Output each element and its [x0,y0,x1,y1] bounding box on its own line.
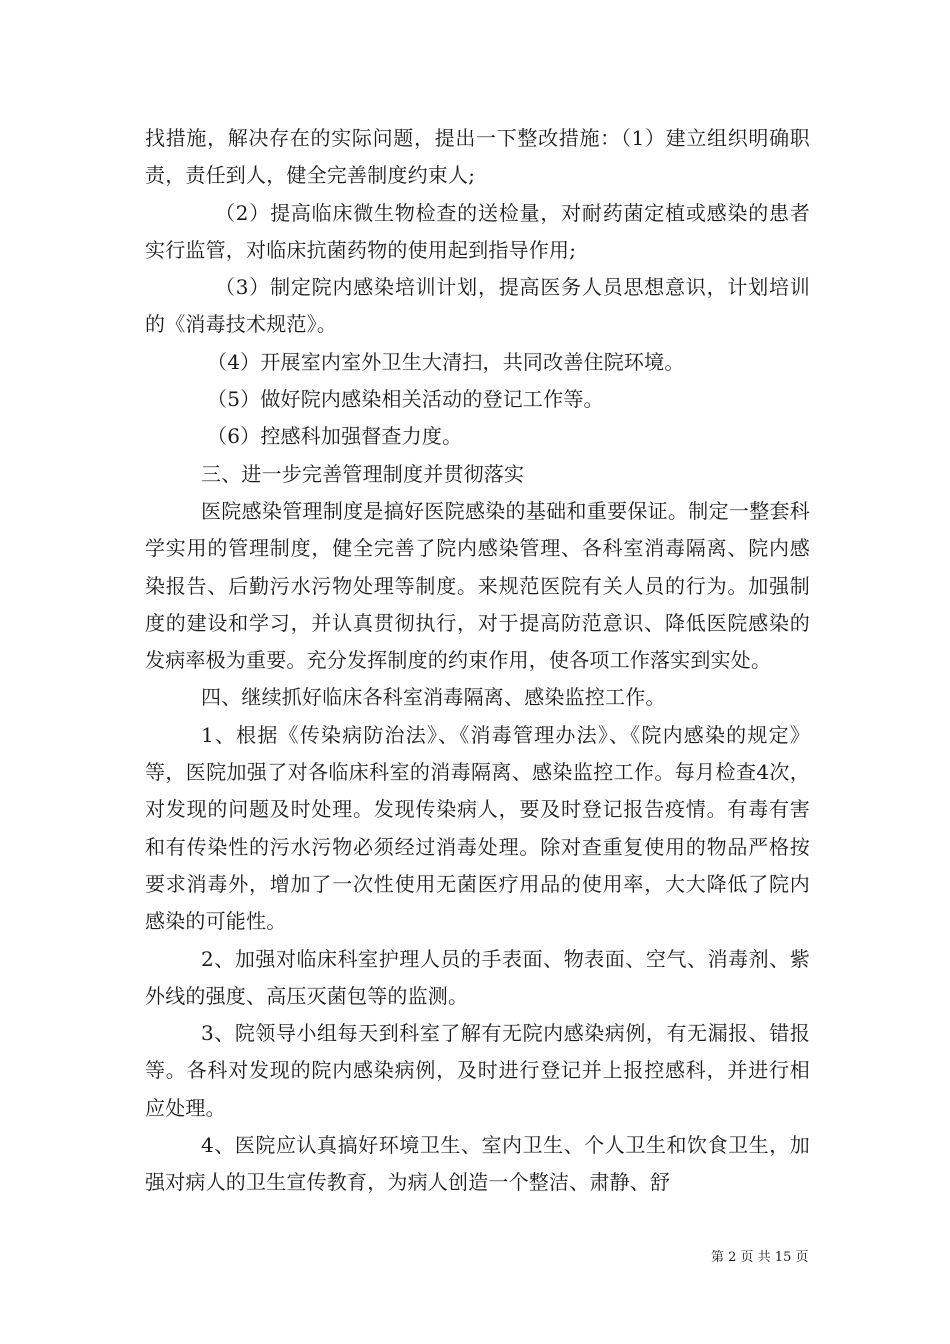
paragraph-measure-4: （4）开展室内室外卫生大清扫，共同改善住院环境。 [207,349,685,374]
section-heading-3: 三、进一步完善管理制度并贯彻落实 [201,461,525,486]
paragraph-item-1: 1、根据《传染病防治法》、《消毒管理办法》、《院内感染的规定》等，医院加强了对各临床科室的消毒隔离、感染监控工作。每月检查4次，对发现的问题及时处理。发现传染病人，要及时登记报告疫情。有毒有害和有传染性的污水污物必须经过消毒处理。除对查重复使用的物品严格按要求消毒外，增加了一次性使用无菌医疗用品的使用率，大大降低了院内感染的可能性。 [145,722,810,934]
paragraph-management-system: 医院感染管理制度是搞好医院感染的基础和重要保证。制定一整套科学实用的管理制度，健全完善了院内感染管理、各科室消毒隔离、院内感染报告、后勤污水污物处理等制度。来规范医院有关人员的行为。加强制度的建设和学习，并认真贯彻执行，对于提高防范意识、降低医院感染的发病率极为重要。充分发挥制度的约束作用，使各项工作落实到实处。 [145,498,810,673]
paragraph-measure-3: （3）制定院内感染培训计划，提高医务人员思想意识，计划培训的《消毒技术规范》。 [145,275,810,337]
paragraph-measures-intro: 找措施，解决存在的实际问题，提出一下整改措施：（1）建立组织明确职责，责任到人，健全完善制度约束人; [145,126,810,188]
document-body [145,120,810,1202]
paragraph-measure-5: （5）做好院内感染相关活动的登记工作等。 [207,387,604,412]
page-number: 第 2 页 共 15 页 [711,1250,809,1265]
paragraph-item-2: 2、加强对临床科室护理人员的手表面、物表面、空气、消毒剂、紫外线的强度、高压灭菌包等的监测。 [145,946,810,1008]
paragraph-item-3: 3、院领导小组每天到科室了解有无院内感染病例，有无漏报、错报等。各科对发现的院内感染病例，及时进行登记并上报控感科，并进行相应处理。 [145,1021,810,1120]
section-heading-4: 四、继续抓好临床各科室消毒隔离、感染监控工作。 [201,685,666,710]
paragraph-item-4: 4、医院应认真搞好环境卫生、室内卫生、个人卫生和饮食卫生，加强对病人的卫生宣传教育，为病人创造一个整洁、肃静、舒 [145,1133,810,1195]
paragraph-measure-2: （2）提高临床微生物检查的送检量，对耐药菌定植或感染的患者实行监管，对临床抗菌药物的使用起到指导作用; [145,200,810,262]
paragraph-measure-6: （6）控感科加强督查力度。 [207,424,463,449]
